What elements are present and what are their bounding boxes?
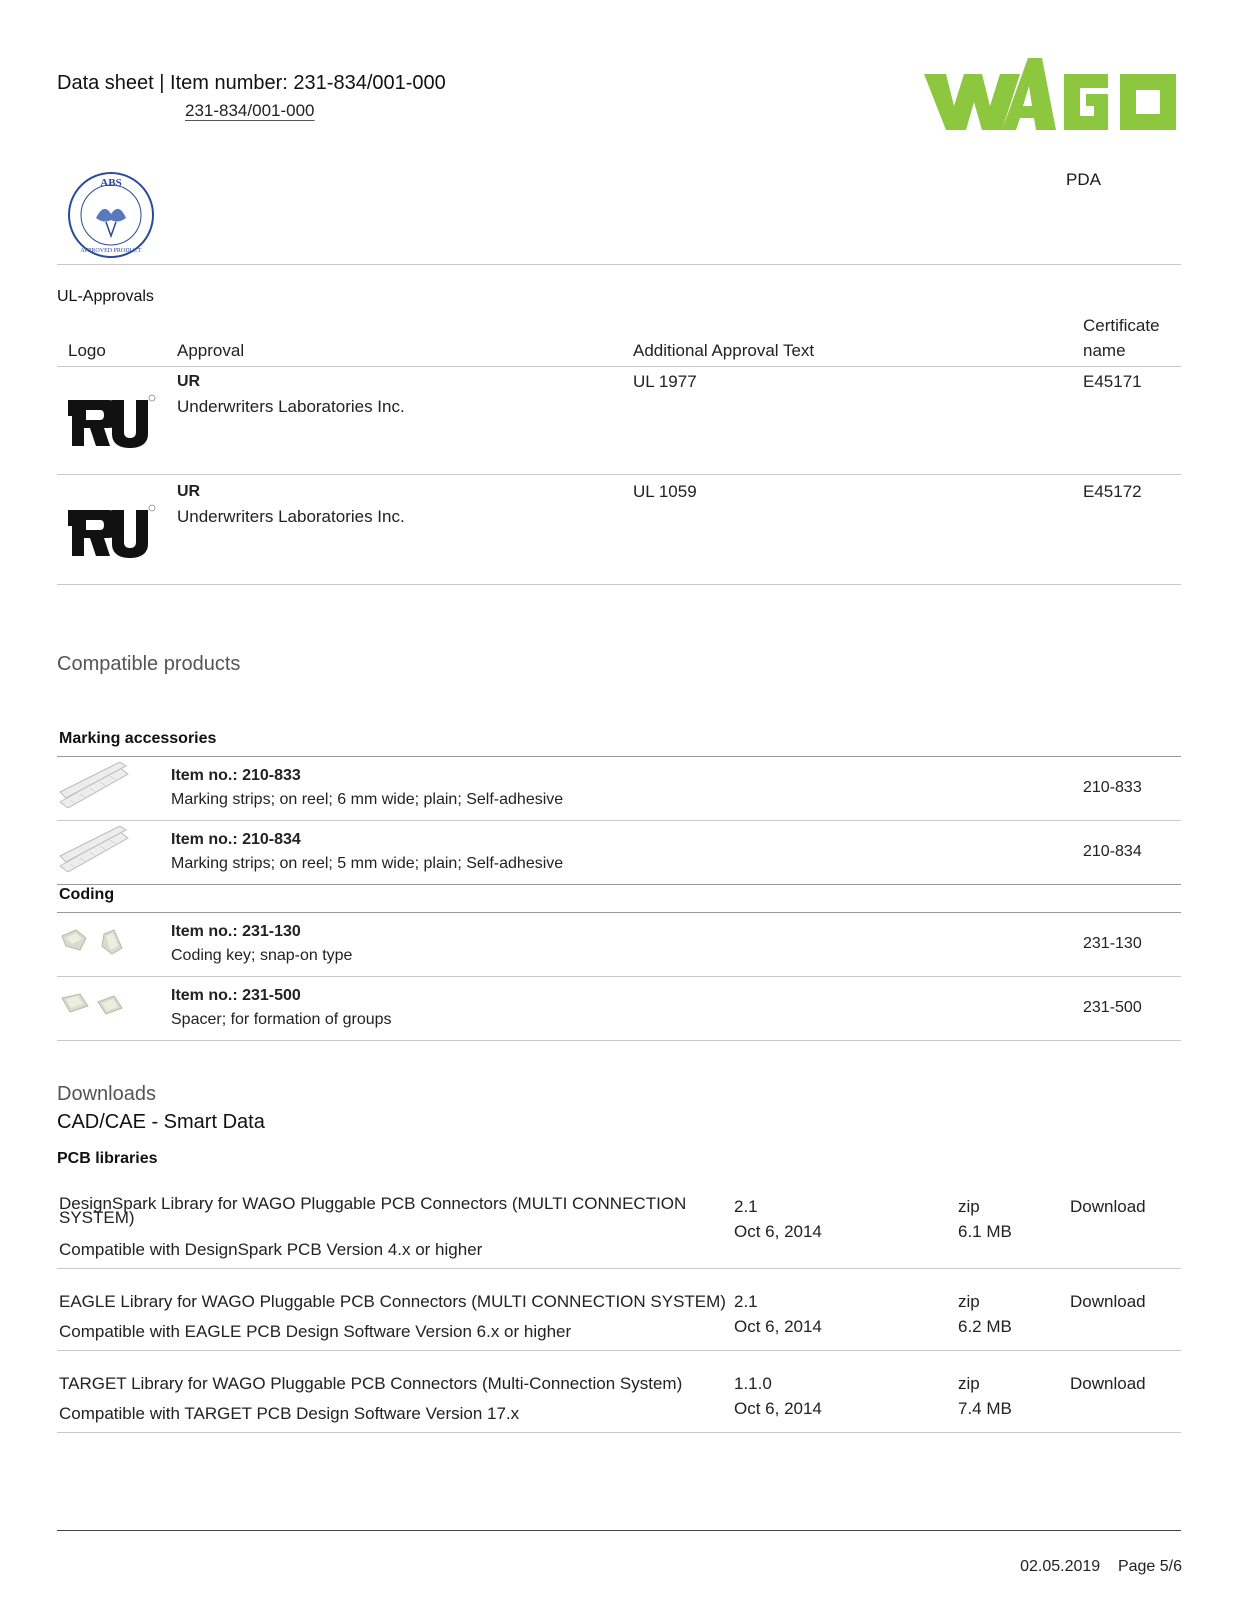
col-logo: Logo xyxy=(68,341,106,360)
item-code: 231-130 xyxy=(1083,935,1142,952)
ul-approval-type: UR xyxy=(177,373,201,390)
download-type: zip xyxy=(958,1374,980,1393)
item-number[interactable]: Item no.: 231-500 xyxy=(171,987,301,1004)
item-number[interactable]: Item no.: 210-834 xyxy=(171,831,301,848)
download-date: Oct 6, 2014 xyxy=(734,1399,822,1418)
download-link[interactable]: Download xyxy=(1070,1292,1146,1311)
download-link[interactable]: Download xyxy=(1070,1197,1146,1216)
col-additional-text: Additional Approval Text xyxy=(633,341,815,360)
download-version: 2.1 xyxy=(734,1197,758,1216)
marking-strip-thumbnail xyxy=(58,826,130,872)
item-description: Marking strips; on reel; 5 mm wide; plain; Self-adhesive xyxy=(171,855,564,872)
abs-approval-seal xyxy=(66,170,156,260)
downloads-subtitle: CAD/CAE - Smart Data xyxy=(57,1111,265,1133)
item-code: 210-834 xyxy=(1083,843,1142,860)
download-type: zip xyxy=(958,1197,980,1216)
download-name xyxy=(59,1195,686,1226)
footer-page: Page 5/6 xyxy=(1117,1558,1182,1575)
ul-approval-text: UL 1977 xyxy=(633,372,697,391)
coding-key-thumbnail xyxy=(58,920,130,966)
download-version: 1.1.0 xyxy=(734,1374,772,1393)
ul-approval-type: UR xyxy=(177,483,201,500)
footer-date: 02.05.2019 xyxy=(1020,1558,1101,1575)
download-name-line: SYSTEM) xyxy=(59,1208,135,1227)
spacer-thumbnail xyxy=(58,984,130,1030)
downloads-title: Downloads xyxy=(57,1083,156,1105)
col-certificate: Certificate xyxy=(1083,316,1160,335)
ul-approval-text: UL 1059 xyxy=(633,482,697,501)
ul-approvals-title: UL-Approvals xyxy=(57,288,154,305)
item-number[interactable]: Item no.: 210-833 xyxy=(171,767,301,784)
download-compat: Compatible with EAGLE PCB Design Software Version 6.x or higher xyxy=(59,1322,572,1341)
group-coding: Coding xyxy=(59,886,115,903)
download-date: Oct 6, 2014 xyxy=(734,1317,822,1336)
item-number-link[interactable]: 231-834/001-000 xyxy=(185,101,315,120)
download-size: 6.1 MB xyxy=(958,1222,1012,1241)
item-description: Spacer; for formation of groups xyxy=(171,1011,392,1028)
ul-logo-icon xyxy=(66,392,156,452)
item-number[interactable]: Item no.: 231-130 xyxy=(171,923,301,940)
compatible-products-title: Compatible products xyxy=(57,653,241,675)
item-description: Coding key; snap-on type xyxy=(171,947,353,964)
pcb-libraries-title: PCB libraries xyxy=(57,1150,158,1167)
page-footer xyxy=(1020,1558,1182,1576)
item-code: 231-500 xyxy=(1083,999,1142,1016)
download-date: Oct 6, 2014 xyxy=(734,1222,822,1241)
download-type: zip xyxy=(958,1292,980,1311)
download-name-line: DesignSpark Library for WAGO Pluggable PCB Connectors (MULTI CONNECTION xyxy=(59,1194,687,1213)
svg-text:APPROVED PRODUCT: APPROVED PRODUCT xyxy=(80,248,142,254)
marking-strip-thumbnail xyxy=(58,762,130,808)
pda-label: PDA xyxy=(1066,170,1101,189)
group-marking-accessories: Marking accessories xyxy=(59,730,217,747)
col-approval: Approval xyxy=(177,341,245,360)
download-size: 7.4 MB xyxy=(958,1399,1012,1418)
download-name: EAGLE Library for WAGO Pluggable PCB Connectors (MULTI CONNECTION SYSTEM) xyxy=(59,1292,726,1311)
ul-certificate: E45172 xyxy=(1083,482,1142,501)
ul-certificate: E45171 xyxy=(1083,372,1142,391)
svg-text:ABS: ABS xyxy=(100,177,122,189)
item-code: 210-833 xyxy=(1083,779,1142,796)
ul-logo-icon xyxy=(66,502,156,562)
download-size: 6.2 MB xyxy=(958,1317,1012,1336)
col-certificate-name: name xyxy=(1083,341,1126,360)
download-version: 2.1 xyxy=(734,1292,758,1311)
download-link[interactable]: Download xyxy=(1070,1374,1146,1393)
wago-logo xyxy=(924,58,1180,144)
download-compat: Compatible with DesignSpark PCB Version 4.x or higher xyxy=(59,1240,483,1259)
download-compat: Compatible with TARGET PCB Design Software Version 17.x xyxy=(59,1404,520,1423)
ul-approval-org: Underwriters Laboratories Inc. xyxy=(177,507,405,526)
download-name: TARGET Library for WAGO Pluggable PCB Connectors (Multi-Connection System) xyxy=(59,1374,683,1393)
page-title: Data sheet | Item number: 231-834/001-000 xyxy=(57,72,446,94)
ul-approval-org: Underwriters Laboratories Inc. xyxy=(177,397,405,416)
item-description: Marking strips; on reel; 6 mm wide; plain; Self-adhesive xyxy=(171,791,564,808)
